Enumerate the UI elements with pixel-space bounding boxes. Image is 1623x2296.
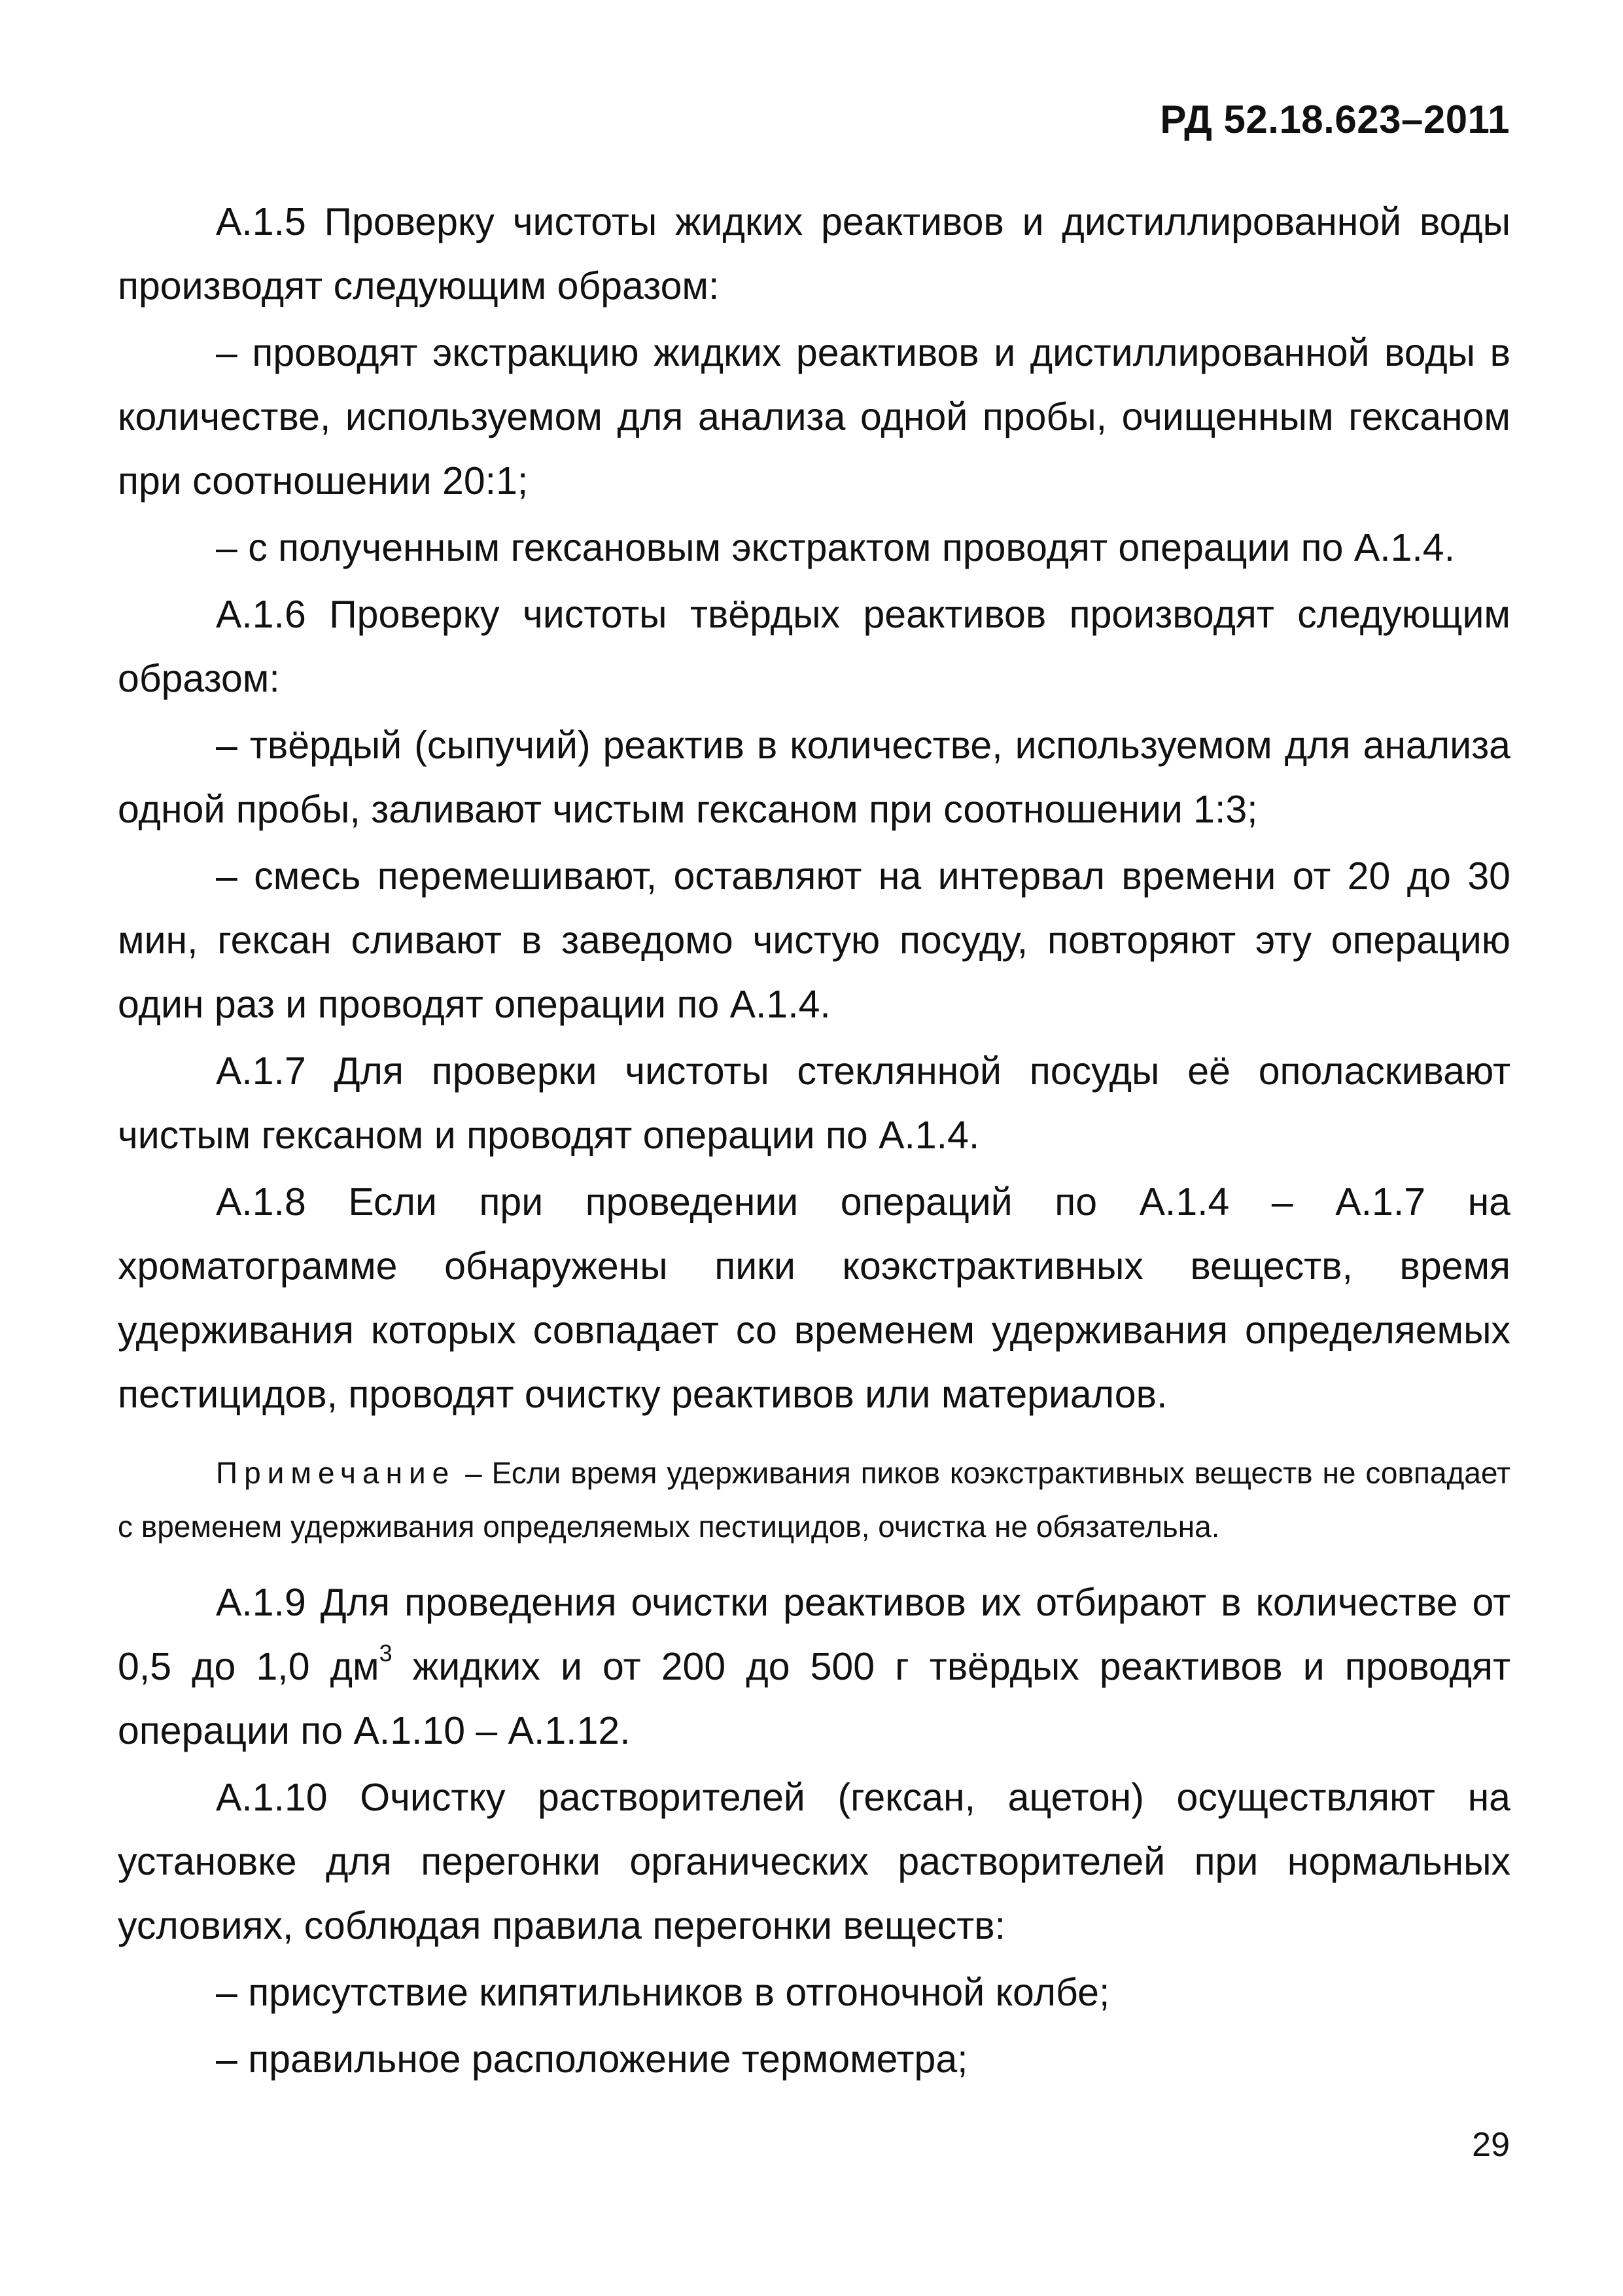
list-item-a1-5-extract-operations: – с полученным гексановым экстрактом проводят операции по А.1.4. xyxy=(216,526,1455,569)
note-label: Примечание xyxy=(216,1456,456,1490)
paragraph-a1-6: А.1.6 Проверку чистоты твёрдых реактивов производят следующим образом: xyxy=(118,593,1510,700)
list-item-a1-10-thermometer: – правильное расположение термометра; xyxy=(216,2038,968,2081)
list-item-a1-6-mixing: – смесь перемешивают, оставляют на интервал времени от 20 до 30 мин, гексан сливают в заведомо чистую посуду, повторяют эту операцию один раз и проводят операции по А.1.4. xyxy=(118,855,1510,1026)
paragraph-a1-9 xyxy=(118,1570,1510,1763)
note-text: – Если время удерживания пиков коэкстрактивных веществ не совпадает с временем удерживания определяемых пестицидов, очистка не обязательна. xyxy=(118,1456,1510,1544)
a1-9-text-start: А.1.9 Для проведения очистки реактивов их отбирают в количестве от 0,5 до 1,0 дм xyxy=(118,1581,1510,1688)
note xyxy=(118,1446,1510,1553)
paragraph-a1-10: А.1.10 Очистку растворителей (гексан, ацетон) осуществляют на установке для перегонки органических растворителей при нормальных условиях, соблюдая правила перегонки веществ: xyxy=(118,1776,1510,1947)
paragraph-a1-7: А.1.7 Для проверки чистоты стеклянной посуды её ополаскивают чистым гексаном и проводят операции по А.1.4. xyxy=(118,1050,1510,1157)
list-item-a1-10-boiling-stones: – присутствие кипятильников в отгоночной колбе; xyxy=(216,1971,1110,2014)
a1-9-superscript: 3 xyxy=(379,1640,393,1667)
list-item-a1-5-extraction: – проводят экстракцию жидких реактивов и дистиллированной воды в количестве, используемом для анализа одной пробы, очищенным гексаном при соотношении 20:1; xyxy=(118,331,1510,503)
document-body xyxy=(118,190,1510,2094)
page-number: 29 xyxy=(1472,2126,1510,2164)
paragraph-a1-5: А.1.5 Проверку чистоты жидких реактивов и дистиллированной воды производят следующим образом: xyxy=(118,200,1510,308)
paragraph-a1-8: А.1.8 Если при проведении операций по А.1.4 – А.1.7 на хроматограмме обнаружены пики коэкстрактивных веществ, время удерживания которых совпадает со временем удерживания определяемых пестицидов, проводят очистку реактивов или материалов. xyxy=(118,1180,1510,1416)
a1-9-text-end: жидких и от 200 до 500 г твёрдых реактивов и проводят операции по А.1.10 – А.1.12. xyxy=(118,1645,1510,1752)
list-item-a1-6-solid-reagent: – твёрдый (сыпучий) реактив в количестве, используемом для анализа одной пробы, заливают чистым гексаном при соотношении 1:3; xyxy=(118,724,1510,831)
document-code-header: РД 52.18.623–2011 xyxy=(1160,97,1510,141)
